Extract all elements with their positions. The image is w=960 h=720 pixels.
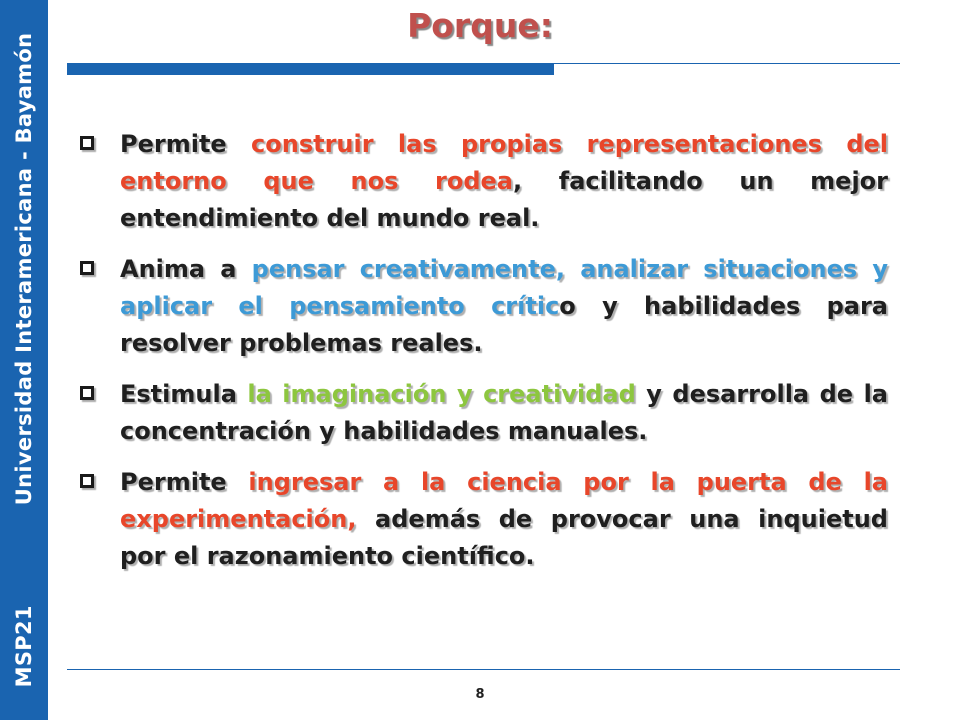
bullet-item: [76, 464, 888, 575]
bullet-lead: Permite: [120, 468, 249, 496]
bullet-highlight: pensar creativamente, analizar situaciones y aplicar el pensamiento crític: [120, 255, 888, 320]
bullet-item: [76, 251, 888, 362]
bullet-item: [76, 126, 888, 237]
bullet-lead: Estimula: [120, 380, 248, 408]
bullet-highlight: la imaginación y creatividad: [247, 380, 636, 408]
footer-rule: [67, 669, 900, 670]
institution-name: Universidad Interamericana - Bayamón: [12, 32, 36, 506]
bullet-lead: Permite: [120, 130, 252, 158]
bullet-highlight: construir las propias representaciones del entorno que nos rodea: [120, 130, 889, 195]
bullet-list: [76, 126, 888, 589]
sidebar-caption: [12, 33, 36, 688]
bullet-tail: , facilitando un mejor entendimiento del mundo real.: [120, 167, 889, 232]
bullet-tail: y desarrolla de la concentración y habilidades manuales.: [120, 380, 888, 445]
slide-title: Porque:: [407, 6, 553, 45]
bullet-lead: Anima a: [120, 255, 252, 283]
checkbox-bullet-icon: [80, 474, 94, 488]
bullet-item: [76, 376, 888, 450]
page-number: 8: [475, 687, 485, 702]
bullet-tail: o y habilidades para resolver problemas reales.: [120, 292, 888, 357]
title-underline-rule: [67, 63, 900, 64]
sidebar: [0, 0, 48, 720]
checkbox-bullet-icon: [80, 136, 94, 150]
bullet-highlight: ingresar a la ciencia por la puerta de la experimentación,: [120, 468, 888, 533]
course-code: MSP21: [12, 605, 36, 688]
bullet-tail: además de provocar una inquietud por el razonamiento científico.: [120, 505, 888, 570]
title-underline-bar: [67, 63, 554, 75]
checkbox-bullet-icon: [80, 386, 94, 400]
checkbox-bullet-icon: [80, 261, 94, 275]
